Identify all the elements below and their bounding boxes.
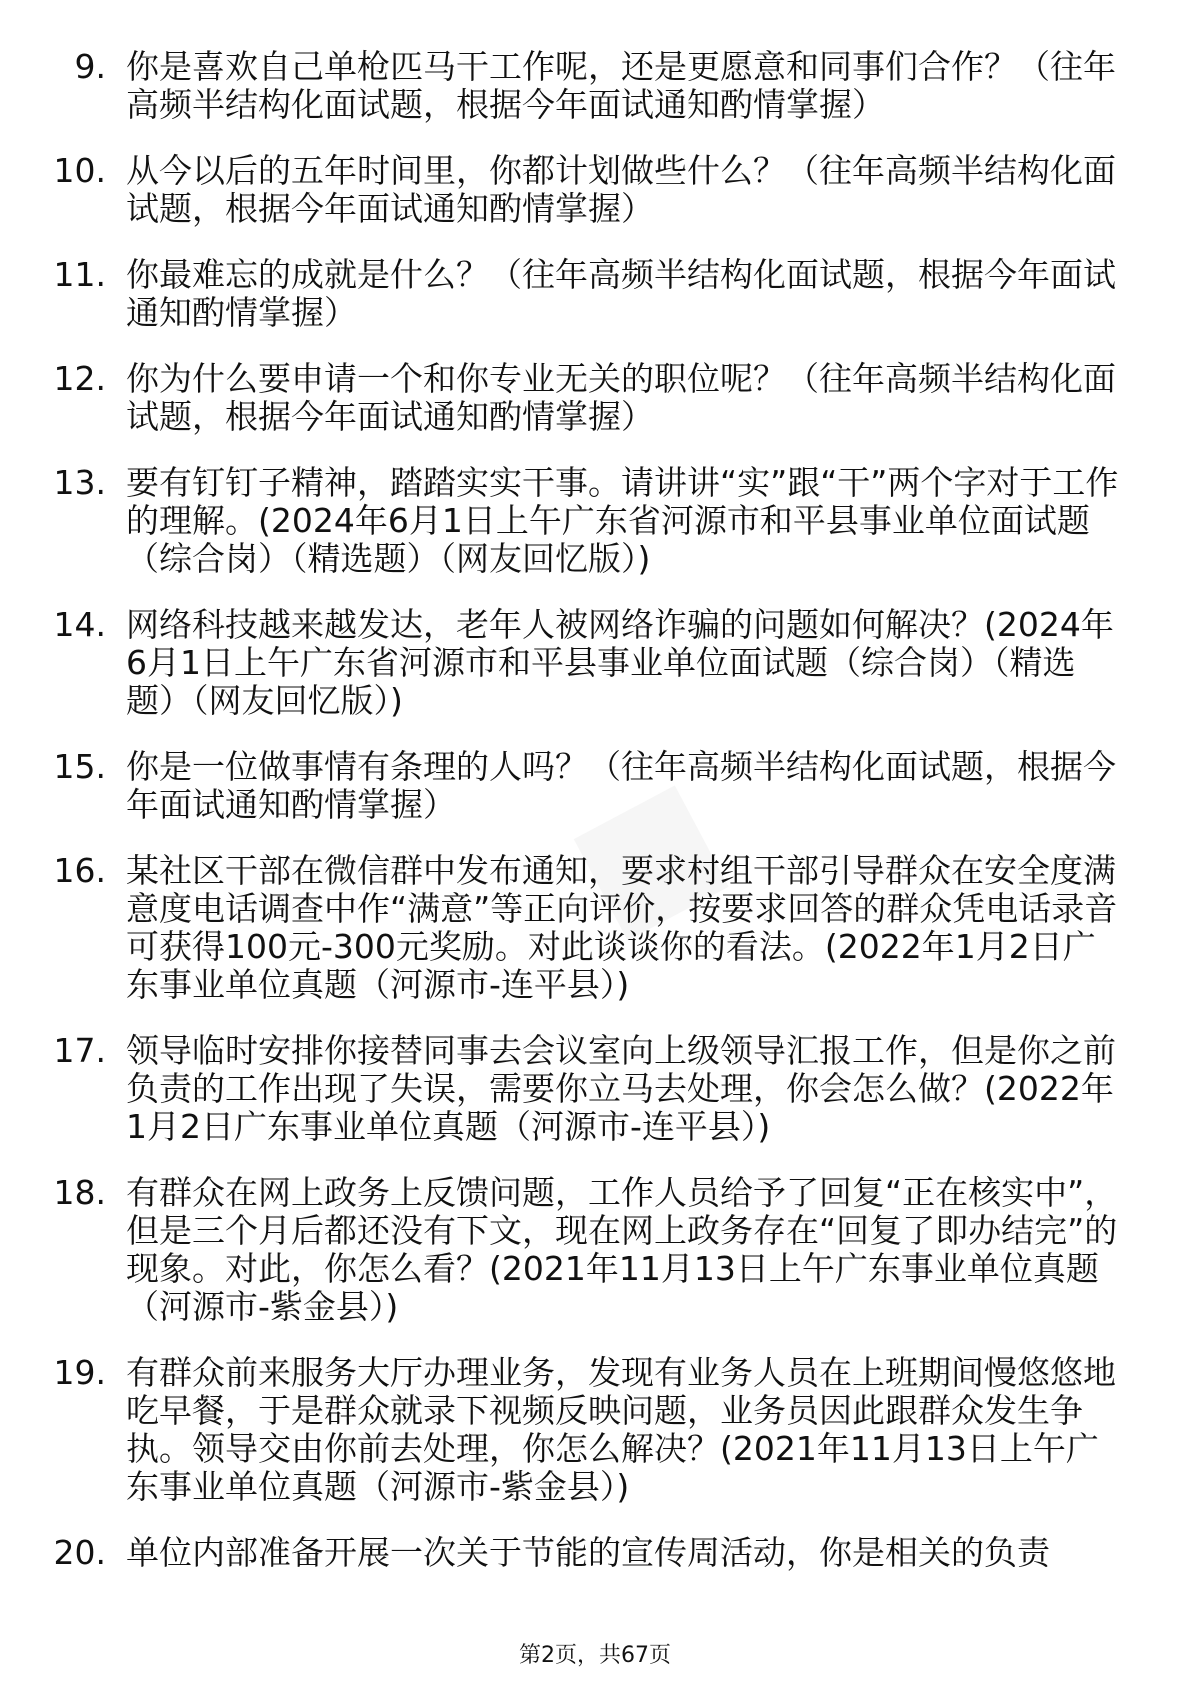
- question-text: 网络科技越来越发达，老年人被网络诈骗的问题如何解决？(2024年6月1日上午广东省河源市和平县事业单位面试题（综合岗）（精选题）（网友回忆版）): [126, 605, 1114, 720]
- question-item: [0, 1354, 1190, 1506]
- question-item: [0, 1032, 1190, 1146]
- question-number: 20.: [53, 1533, 106, 1572]
- question-item: [0, 152, 1190, 228]
- question-item: [0, 360, 1190, 436]
- question-number: 19.: [53, 1353, 106, 1392]
- question-number: 10.: [53, 151, 106, 190]
- question-text: 你为什么要申请一个和你专业无关的职位呢？（往年高频半结构化面试题，根据今年面试通知酌情掌握）: [126, 359, 1116, 436]
- question-list: [0, 48, 1190, 1600]
- question-text: 某社区干部在微信群中发布通知，要求村组干部引导群众在安全度满意度电话调查中作“满意”等正向评价，按要求回答的群众凭电话录音可获得100元-300元奖励。对此谈谈你的看法。(2022年1月2日广东事业单位真题（河源市-连平县）): [126, 851, 1118, 1004]
- question-text: 你是喜欢自己单枪匹马干工作呢，还是更愿意和同事们合作？（往年高频半结构化面试题，根据今年面试通知酌情掌握）: [126, 47, 1116, 124]
- question-item: [0, 464, 1190, 578]
- question-item: [0, 256, 1190, 332]
- question-text: 你最难忘的成就是什么？（往年高频半结构化面试题，根据今年面试通知酌情掌握）: [126, 255, 1116, 332]
- question-text: 你是一位做事情有条理的人吗？（往年高频半结构化面试题，根据今年面试通知酌情掌握）: [126, 747, 1116, 824]
- question-text: 有群众前来服务大厅办理业务，发现有业务人员在上班期间慢悠悠地吃早餐，于是群众就录下视频反映问题，业务员因此跟群众发生争执。领导交由你前去处理，你怎么解决？(2021年11月13日上午广东事业单位真题（河源市-紫金县）): [126, 1353, 1116, 1506]
- question-text: 从今以后的五年时间里，你都计划做些什么？（往年高频半结构化面试题，根据今年面试通知酌情掌握）: [126, 151, 1116, 228]
- question-text: 要有钉钉子精神，踏踏实实干事。请讲讲“实”跟“干”两个字对于工作的理解。(2024年6月1日上午广东省河源市和平县事业单位面试题（综合岗）（精选题）（网友回忆版）): [126, 463, 1119, 578]
- question-text: 有群众在网上政务上反馈问题，工作人员给予了回复“正在核实中”，但是三个月后都还没有下文，现在网上政务存在“回复了即办结完”的现象。对此，你怎么看？(2021年11月13日上午广东事业单位真题（河源市-紫金县）): [126, 1173, 1118, 1326]
- question-item: [0, 748, 1190, 824]
- question-number: 11.: [53, 255, 106, 294]
- page-footer: [0, 1638, 1190, 1669]
- question-number: 13.: [53, 463, 106, 502]
- question-number: 9.: [74, 47, 106, 86]
- page-number-label: 第2页，共67页: [519, 1643, 671, 1668]
- question-item: [0, 1174, 1190, 1326]
- question-item: [0, 1534, 1190, 1572]
- question-item: [0, 852, 1190, 1004]
- question-text: 领导临时安排你接替同事去会议室向上级领导汇报工作，但是你之前负责的工作出现了失误，需要你立马去处理，你会怎么做？(2022年1月2日广东事业单位真题（河源市-连平县）): [126, 1031, 1116, 1146]
- question-number: 12.: [53, 359, 106, 398]
- question-number: 18.: [53, 1173, 106, 1212]
- question-number: 15.: [53, 747, 106, 786]
- question-number: 16.: [53, 851, 106, 890]
- question-number: 17.: [53, 1031, 106, 1070]
- question-item: [0, 48, 1190, 124]
- question-text: 单位内部准备开展一次关于节能的宣传周活动，你是相关的负责: [126, 1533, 1050, 1572]
- question-number: 14.: [53, 605, 106, 644]
- question-item: [0, 606, 1190, 720]
